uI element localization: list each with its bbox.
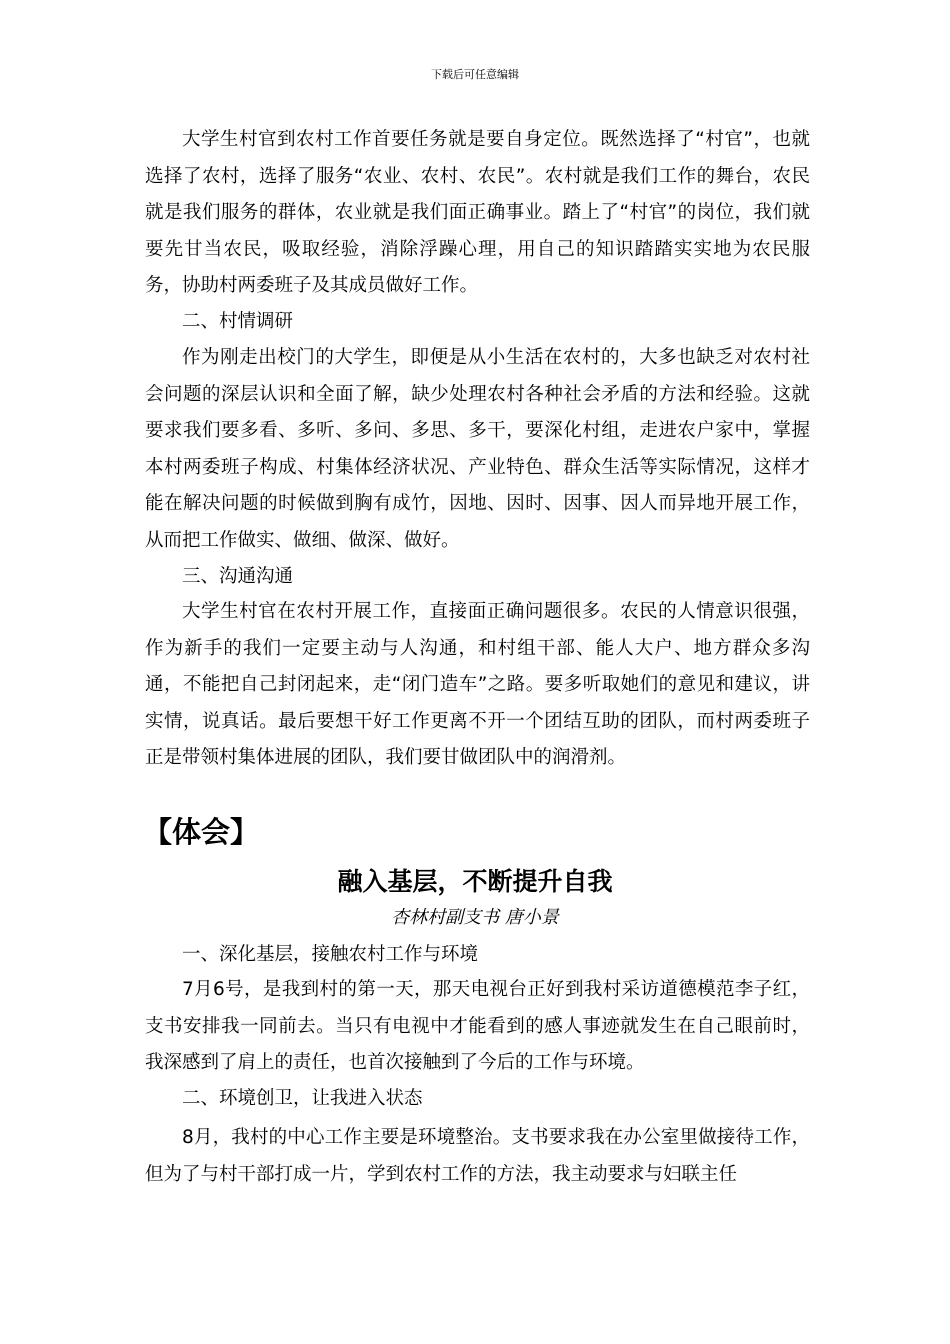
section-title: 【体会】 xyxy=(143,815,260,849)
paragraph-self-positioning: 大学生村官到农村工作首要任务就是要自身定位。既然选择了“村官”，也就选择了农村，选择了服务“农业、农村、农民”。农村就是我们工作的舞台，农民就是我们服务的群体，农业就是我们面正确事业。踏上了“村官”的岗位，我们就要先甘当农民，吸取经验，消除浮躁心理，用自己的知识踏踏实实地为农民服务，协助村两委班子及其成员做好工作。 xyxy=(145,129,810,296)
paragraph-village-research: 作为刚走出校门的大学生，即便是从小生活在农村的，大多也缺乏对农村社会问题的深层认识和全面了解，缺少处理农村各种社会矛盾的方法和经验。这就要求我们要多看、多听、多问、多思、多干，要深化村组，走进农户家中，掌握本村两委班子构成、村集体经济状况、产业特色、群众生活等实际情况，这样才能在解决问题的时候做到胸有成竹，因地、因时、因事、因人而异地开展工作，从而把工作做实、做细、做深、做好。 xyxy=(145,347,810,551)
heading-village-research: 二、村情调研 xyxy=(182,311,294,332)
article-title: 融入基层，不断提升自我 xyxy=(337,867,613,896)
heading-communication: 三、沟通沟通 xyxy=(182,566,294,587)
article-byline: 杏林村副支书 唐小景 xyxy=(391,907,559,928)
paragraph-communication: 大学生村官在农村开展工作，直接面正确问题很多。农民的人情意识很强，作为新手的我们一定要主动与人沟通，和村组干部、能人大户、地方群众多沟通，不能把自己封闭起来，走“闭门造车”之路。要多听取她们的意见和建议，讲实情，说真话。最后要想干好工作更离不开一个团结互助的团队，而村两委班子正是带领村集体进展的团队，我们要甘做团队中的润滑剂。 xyxy=(145,601,810,768)
paragraph-first-day: 7月6号，是我到村的第一天，那天电视台正好到我村采访道德模范李子红，支书安排我一同前去。当只有电视中才能看到的感人事迹就发生在自己眼前时，我深感到了肩上的责任，也首次接触到了今后的工作与环境。 xyxy=(145,979,810,1073)
header-note: 下载后可任意编辑 xyxy=(431,68,519,81)
heading-grassroots: 一、深化基层，接触农村工作与环境 xyxy=(182,944,479,965)
paragraph-environment: 8月，我村的中心工作主要是环境整治。支书要求我在办公室里做接待工作，但为了与村干部打成一片，学到农村工作的方法，我主动要求与妇联主任 xyxy=(145,1127,810,1185)
heading-environment: 二、环境创卫，让我进入状态 xyxy=(182,1088,423,1109)
